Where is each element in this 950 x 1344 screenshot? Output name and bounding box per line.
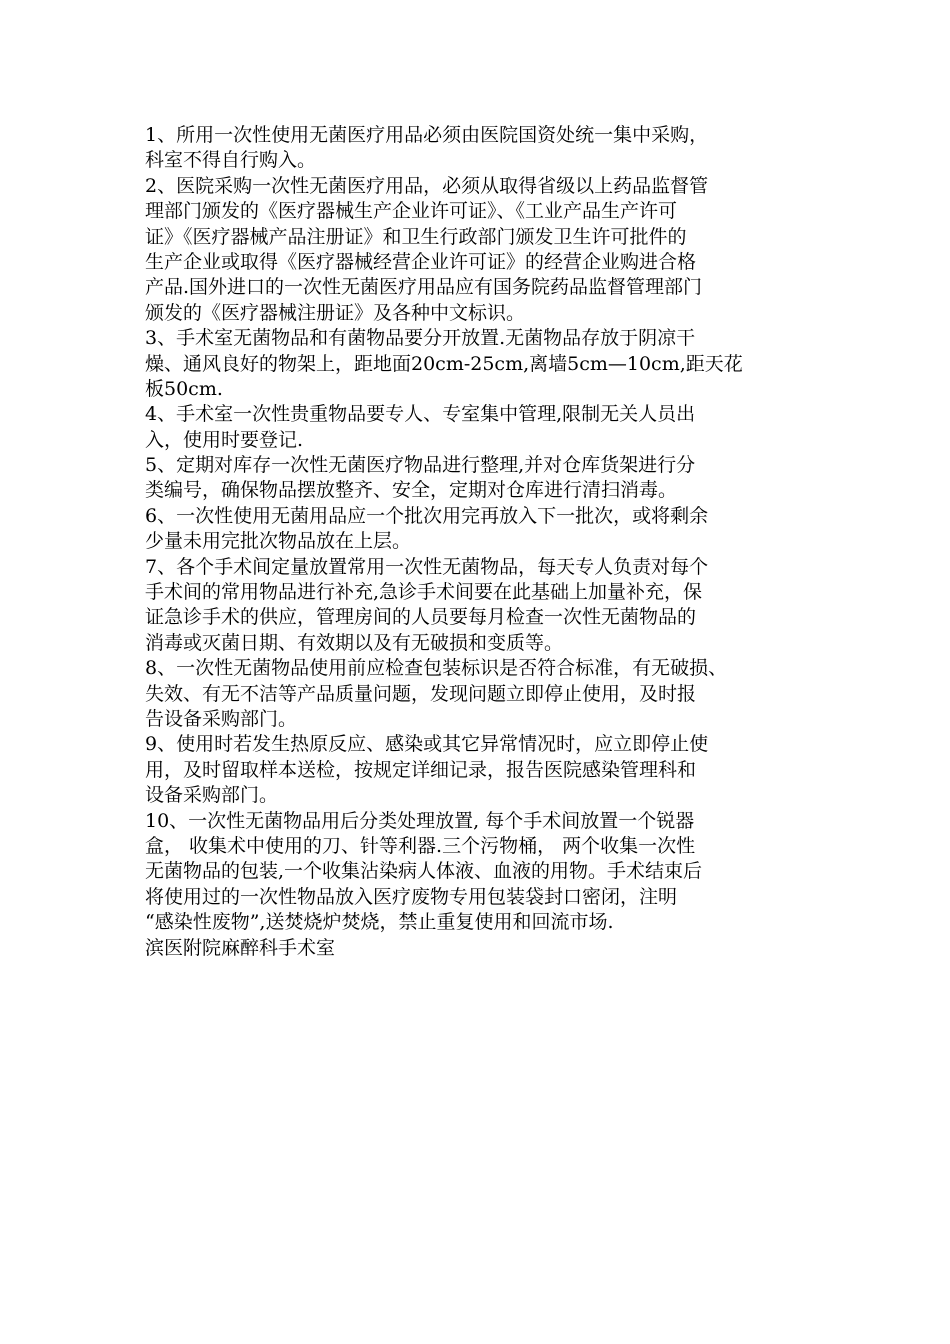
paragraph-4 (145, 402, 825, 453)
text-line: 用，及时留取样本送检，按规定详细记录，报告医院感染管理科和 (145, 758, 697, 781)
text-line: “感染性废物”,送焚烧炉焚烧，禁止重复使用和回流市场. (145, 911, 614, 934)
paragraph-7 (145, 555, 825, 657)
text-line: 盒， 收集术中使用的刀、针等利器.三个污物桶， 两个收集一次性 (145, 834, 696, 857)
text-line: 2、医院采购一次性无菌医疗用品，必须从取得省级以上药品监督管 (145, 174, 709, 197)
paragraph-5 (145, 453, 825, 504)
text-line: 将使用过的一次性物品放入医疗废物专用包装袋封口密闭，注明 (145, 885, 678, 908)
text-line: 板50cm. (145, 377, 223, 400)
text-line: 4、手术室一次性贵重物品要专人、专室集中管理,限制无关人员出 (145, 403, 696, 426)
text-line: 失效、有无不洁等产品质量问题，发现问题立即停止使用，及时报 (145, 682, 697, 705)
text-line: 少量未用完批次物品放在上层。 (145, 530, 412, 553)
text-line: 科室不得自行购入。 (145, 149, 317, 172)
text-line: 9、使用时若发生热原反应、感染或其它异常情况时，应立即停止使 (145, 733, 709, 756)
text-line: 无菌物品的包装,一个收集沾染病人体液、血液的用物。手术结束后 (145, 860, 703, 883)
text-line: 产品.国外进口的一次性无菌医疗用品应有国务院药品监督管理部门 (145, 276, 703, 299)
paragraph-6 (145, 504, 825, 555)
text-line: 类编号，确保物品摆放整齐、安全，定期对仓库进行清扫消毒。 (145, 479, 678, 502)
paragraph-9 (145, 732, 825, 808)
document-body (145, 123, 825, 961)
text-line: 5、定期对库存一次性无菌医疗物品进行整理,并对仓库货架进行分 (145, 454, 696, 477)
text-line: 消毒或灭菌日期、有效期以及有无破损和变质等。 (145, 631, 564, 654)
text-line: 燥、通风良好的物架上，距地面20cm-25cm,离墙5cm—10cm,距天花 (145, 352, 743, 375)
text-line: 颁发的《医疗器械注册证》及各种中文标识。 (145, 301, 526, 324)
text-line: 告设备采购部门。 (145, 707, 298, 730)
text-line: 手术间的常用物品进行补充,急诊手术间要在此基础上加量补充，保 (145, 581, 703, 604)
text-line: 6、一次性使用无菌用品应一个批次用完再放入下一批次，或将剩余 (145, 504, 709, 527)
text-line: 3、手术室无菌物品和有菌物品要分开放置.无菌物品存放于阴凉干 (145, 327, 696, 350)
paragraph-8 (145, 656, 825, 732)
paragraph-1 (145, 123, 825, 174)
text-line: 8、一次性无菌物品使用前应检查包装标识是否符合标准，有无破损、 (145, 657, 728, 680)
department-name: 滨医附院麻醉科手术室 (145, 936, 336, 959)
signature-line (145, 936, 825, 961)
text-line: 设备采购部门。 (145, 784, 279, 807)
text-line: 7、各个手术间定量放置常用一次性无菌物品，每天专人负责对每个 (145, 555, 709, 578)
text-line: 入，使用时要登记. (145, 428, 304, 451)
text-line: 证急诊手术的供应，管理房间的人员要每月检查一次性无菌物品的 (145, 606, 697, 629)
paragraph-2 (145, 174, 825, 326)
text-line: 证》《医疗器械产品注册证》和卫生行政部门颁发卫生许可批件的 (145, 225, 687, 248)
paragraph-10 (145, 809, 825, 936)
paragraph-3 (145, 326, 825, 402)
text-line: 理部门颁发的《医疗器械生产企业许可证》、《工业产品生产许可 (145, 200, 678, 223)
text-line: 1、所用一次性使用无菌医疗用品必须由医院国资处统一集中采购， (145, 124, 709, 146)
text-line: 生产企业或取得《医疗器械经营企业许可证》的经营企业购进合格 (145, 250, 697, 273)
text-line: 10、一次性无菌物品用后分类处理放置, 每个手术间放置一个锐器 (145, 809, 695, 832)
